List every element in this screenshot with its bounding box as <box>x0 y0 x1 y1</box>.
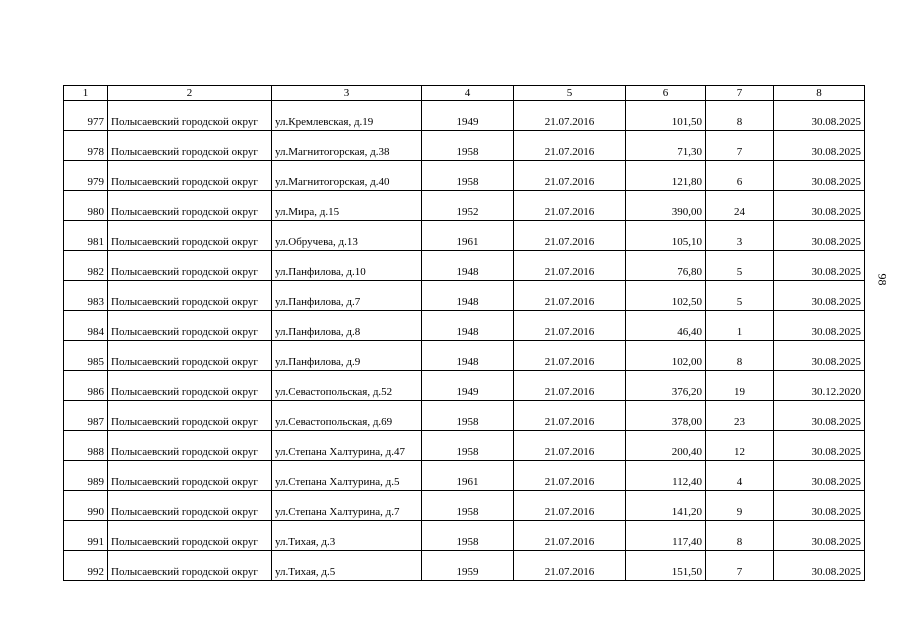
address-cell: ул.Панфилова, д.9 <box>272 341 422 371</box>
address-cell: ул.Магнитогорская, д.40 <box>272 161 422 191</box>
column-number-7: 7 <box>706 86 774 101</box>
table-row <box>64 161 865 191</box>
build-year-cell: 1958 <box>422 431 514 461</box>
residents-count-cell: 3 <box>706 221 774 251</box>
build-year-cell: 1961 <box>422 461 514 491</box>
row-number-cell: 980 <box>64 191 108 221</box>
area-cell: 101,50 <box>626 101 706 131</box>
municipality-cell: Полысаевский городской округ <box>108 341 272 371</box>
column-number-8: 8 <box>774 86 865 101</box>
row-number-cell: 990 <box>64 491 108 521</box>
column-number-2: 2 <box>108 86 272 101</box>
deadline-cell: 30.08.2025 <box>774 311 865 341</box>
table-row <box>64 401 865 431</box>
deadline-cell: 30.08.2025 <box>774 341 865 371</box>
column-number-1: 1 <box>64 86 108 101</box>
row-number-cell: 989 <box>64 461 108 491</box>
residents-count-cell: 23 <box>706 401 774 431</box>
residents-count-cell: 8 <box>706 521 774 551</box>
residents-count-cell: 9 <box>706 491 774 521</box>
row-number-cell: 988 <box>64 431 108 461</box>
inclusion-date-cell: 21.07.2016 <box>514 401 626 431</box>
inclusion-date-cell: 21.07.2016 <box>514 251 626 281</box>
area-cell: 105,10 <box>626 221 706 251</box>
address-cell: ул.Мира, д.15 <box>272 191 422 221</box>
build-year-cell: 1958 <box>422 131 514 161</box>
residents-count-cell: 19 <box>706 371 774 401</box>
row-number-cell: 981 <box>64 221 108 251</box>
build-year-cell: 1959 <box>422 551 514 581</box>
deadline-cell: 30.08.2025 <box>774 431 865 461</box>
build-year-cell: 1958 <box>422 161 514 191</box>
area-cell: 102,50 <box>626 281 706 311</box>
municipality-cell: Полысаевский городской округ <box>108 251 272 281</box>
residents-count-cell: 7 <box>706 551 774 581</box>
residents-count-cell: 1 <box>706 311 774 341</box>
area-cell: 46,40 <box>626 311 706 341</box>
residents-count-cell: 8 <box>706 341 774 371</box>
address-cell: ул.Панфилова, д.10 <box>272 251 422 281</box>
address-cell: ул.Кремлевская, д.19 <box>272 101 422 131</box>
area-cell: 378,00 <box>626 401 706 431</box>
table-row <box>64 341 865 371</box>
row-number-cell: 977 <box>64 101 108 131</box>
address-cell: ул.Тихая, д.3 <box>272 521 422 551</box>
inclusion-date-cell: 21.07.2016 <box>514 551 626 581</box>
area-cell: 71,30 <box>626 131 706 161</box>
inclusion-date-cell: 21.07.2016 <box>514 131 626 161</box>
row-number-cell: 991 <box>64 521 108 551</box>
table-row <box>64 101 865 131</box>
page-number: 98 <box>875 273 890 286</box>
inclusion-date-cell: 21.07.2016 <box>514 431 626 461</box>
build-year-cell: 1961 <box>422 221 514 251</box>
residents-count-cell: 7 <box>706 131 774 161</box>
build-year-cell: 1948 <box>422 251 514 281</box>
deadline-cell: 30.08.2025 <box>774 461 865 491</box>
table-row <box>64 281 865 311</box>
area-cell: 151,50 <box>626 551 706 581</box>
area-cell: 76,80 <box>626 251 706 281</box>
table-row <box>64 521 865 551</box>
residents-count-cell: 4 <box>706 461 774 491</box>
deadline-cell: 30.08.2025 <box>774 401 865 431</box>
area-cell: 200,40 <box>626 431 706 461</box>
table-row <box>64 131 865 161</box>
build-year-cell: 1958 <box>422 491 514 521</box>
municipality-cell: Полысаевский городской округ <box>108 311 272 341</box>
address-cell: ул.Севастопольская, д.69 <box>272 401 422 431</box>
residents-count-cell: 8 <box>706 101 774 131</box>
municipality-cell: Полысаевский городской округ <box>108 491 272 521</box>
build-year-cell: 1949 <box>422 101 514 131</box>
deadline-cell: 30.08.2025 <box>774 251 865 281</box>
address-cell: ул.Степана Халтурина, д.7 <box>272 491 422 521</box>
address-cell: ул.Панфилова, д.8 <box>272 311 422 341</box>
municipality-cell: Полысаевский городской округ <box>108 431 272 461</box>
table-row <box>64 251 865 281</box>
inclusion-date-cell: 21.07.2016 <box>514 281 626 311</box>
build-year-cell: 1952 <box>422 191 514 221</box>
row-number-cell: 992 <box>64 551 108 581</box>
municipality-cell: Полысаевский городской округ <box>108 521 272 551</box>
deadline-cell: 30.08.2025 <box>774 161 865 191</box>
deadline-cell: 30.08.2025 <box>774 491 865 521</box>
housing-register-table <box>63 85 865 581</box>
inclusion-date-cell: 21.07.2016 <box>514 461 626 491</box>
municipality-cell: Полысаевский городской округ <box>108 401 272 431</box>
inclusion-date-cell: 21.07.2016 <box>514 221 626 251</box>
municipality-cell: Полысаевский городской округ <box>108 101 272 131</box>
address-cell: ул.Панфилова, д.7 <box>272 281 422 311</box>
table-row <box>64 431 865 461</box>
deadline-cell: 30.08.2025 <box>774 281 865 311</box>
inclusion-date-cell: 21.07.2016 <box>514 521 626 551</box>
column-number-3: 3 <box>272 86 422 101</box>
municipality-cell: Полысаевский городской округ <box>108 191 272 221</box>
residents-count-cell: 6 <box>706 161 774 191</box>
inclusion-date-cell: 21.07.2016 <box>514 161 626 191</box>
address-cell: ул.Тихая, д.5 <box>272 551 422 581</box>
row-number-cell: 984 <box>64 311 108 341</box>
table-row <box>64 221 865 251</box>
table-row <box>64 461 865 491</box>
inclusion-date-cell: 21.07.2016 <box>514 341 626 371</box>
build-year-cell: 1948 <box>422 311 514 341</box>
residents-count-cell: 12 <box>706 431 774 461</box>
table-row <box>64 311 865 341</box>
deadline-cell: 30.12.2020 <box>774 371 865 401</box>
table-row <box>64 371 865 401</box>
residents-count-cell: 5 <box>706 251 774 281</box>
column-number-row <box>64 86 865 101</box>
address-cell: ул.Магнитогорская, д.38 <box>272 131 422 161</box>
row-number-cell: 982 <box>64 251 108 281</box>
area-cell: 390,00 <box>626 191 706 221</box>
deadline-cell: 30.08.2025 <box>774 101 865 131</box>
deadline-cell: 30.08.2025 <box>774 221 865 251</box>
municipality-cell: Полысаевский городской округ <box>108 161 272 191</box>
municipality-cell: Полысаевский городской округ <box>108 281 272 311</box>
build-year-cell: 1949 <box>422 371 514 401</box>
area-cell: 121,80 <box>626 161 706 191</box>
area-cell: 102,00 <box>626 341 706 371</box>
row-number-cell: 978 <box>64 131 108 161</box>
deadline-cell: 30.08.2025 <box>774 191 865 221</box>
deadline-cell: 30.08.2025 <box>774 521 865 551</box>
table-body <box>64 86 865 581</box>
table-row <box>64 551 865 581</box>
column-number-6: 6 <box>626 86 706 101</box>
column-number-5: 5 <box>514 86 626 101</box>
row-number-cell: 979 <box>64 161 108 191</box>
municipality-cell: Полысаевский городской округ <box>108 461 272 491</box>
address-cell: ул.Степана Халтурина, д.47 <box>272 431 422 461</box>
column-number-4: 4 <box>422 86 514 101</box>
municipality-cell: Полысаевский городской округ <box>108 221 272 251</box>
build-year-cell: 1948 <box>422 341 514 371</box>
municipality-cell: Полысаевский городской округ <box>108 131 272 161</box>
address-cell: ул.Степана Халтурина, д.5 <box>272 461 422 491</box>
row-number-cell: 986 <box>64 371 108 401</box>
inclusion-date-cell: 21.07.2016 <box>514 371 626 401</box>
inclusion-date-cell: 21.07.2016 <box>514 101 626 131</box>
address-cell: ул.Севастопольская, д.52 <box>272 371 422 401</box>
row-number-cell: 987 <box>64 401 108 431</box>
inclusion-date-cell: 21.07.2016 <box>514 311 626 341</box>
row-number-cell: 983 <box>64 281 108 311</box>
deadline-cell: 30.08.2025 <box>774 551 865 581</box>
area-cell: 141,20 <box>626 491 706 521</box>
build-year-cell: 1958 <box>422 401 514 431</box>
table-row <box>64 491 865 521</box>
deadline-cell: 30.08.2025 <box>774 131 865 161</box>
area-cell: 112,40 <box>626 461 706 491</box>
table-row <box>64 191 865 221</box>
address-cell: ул.Обручева, д.13 <box>272 221 422 251</box>
residents-count-cell: 5 <box>706 281 774 311</box>
area-cell: 117,40 <box>626 521 706 551</box>
row-number-cell: 985 <box>64 341 108 371</box>
inclusion-date-cell: 21.07.2016 <box>514 491 626 521</box>
inclusion-date-cell: 21.07.2016 <box>514 191 626 221</box>
municipality-cell: Полысаевский городской округ <box>108 551 272 581</box>
municipality-cell: Полысаевский городской округ <box>108 371 272 401</box>
build-year-cell: 1958 <box>422 521 514 551</box>
area-cell: 376,20 <box>626 371 706 401</box>
residents-count-cell: 24 <box>706 191 774 221</box>
build-year-cell: 1948 <box>422 281 514 311</box>
